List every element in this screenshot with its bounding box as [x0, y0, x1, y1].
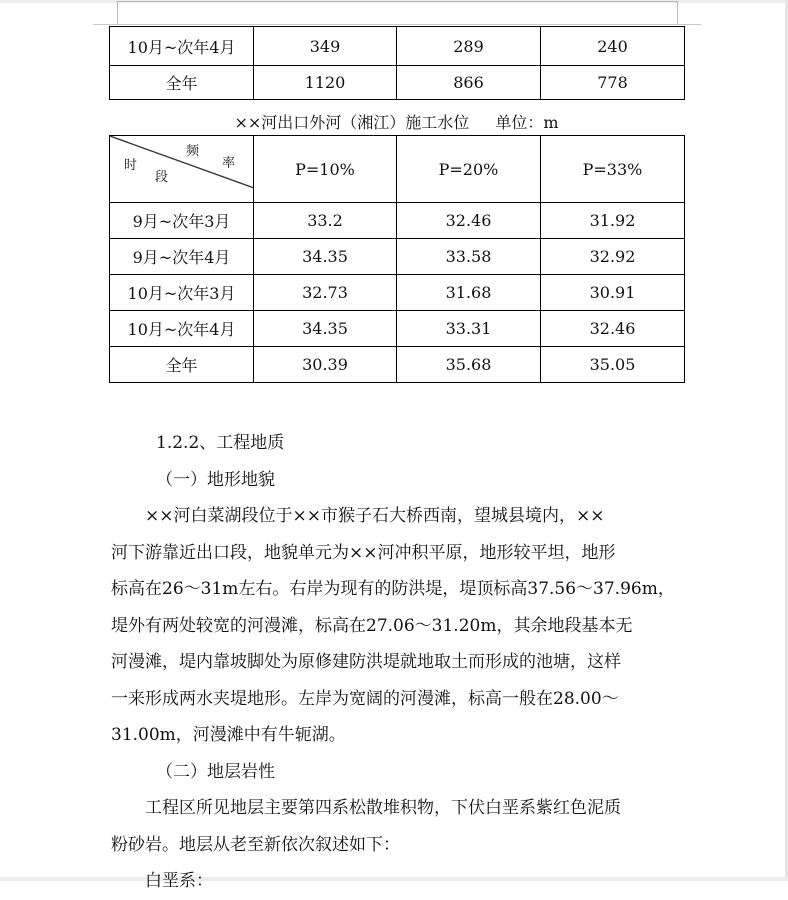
value-cell: 30.91 [541, 275, 685, 311]
table-row [110, 203, 685, 239]
page-header-region[interactable] [117, 1, 678, 25]
discharge-table-tail [109, 26, 685, 100]
table-header-row [110, 136, 685, 203]
period-cell: 全年 [110, 66, 254, 100]
paragraph-line: 31.00m，河漫滩中有牛轭湖。 [111, 725, 346, 745]
value-cell: 289 [397, 27, 541, 66]
header-label-frequency-1: 频 [186, 144, 200, 159]
paragraph-line: 河漫滩，堤内靠坡脚处为原修建防洪堤就地取土而形成的池塘，这样 [111, 652, 621, 672]
table-row [110, 66, 685, 100]
table-row [110, 275, 685, 311]
table-row [110, 27, 685, 66]
paragraph-line: 一来形成两水夹堤地形。左岸为宽阔的河漫滩，标高一般在28.00～ [111, 688, 619, 709]
period-cell: 9月~次年3月 [110, 203, 254, 239]
header-label-period-2: 段 [155, 170, 169, 185]
paragraph-line: 标高在26～31m左右。右岸为现有的防洪堤，堤顶标高37.56～37.96m， [111, 579, 675, 599]
value-cell: 31.92 [541, 203, 685, 239]
header-label-period-1: 时 [124, 158, 138, 173]
value-cell: 33.58 [397, 239, 541, 275]
column-header: P=33% [541, 136, 685, 203]
value-cell: 34.35 [254, 239, 397, 275]
subsection-heading-terrain: （一）地形地貌 [156, 469, 275, 490]
value-cell: 778 [541, 66, 685, 100]
table-row [110, 347, 685, 383]
column-header: P=20% [397, 136, 541, 203]
diagonal-header-cell [110, 136, 254, 203]
value-cell: 1120 [254, 66, 397, 100]
value-cell: 35.68 [397, 347, 541, 383]
water-level-table [109, 135, 685, 383]
paragraph-line: 工程区所见地层主要第四系松散堆积物，下伏白垩系紫红色泥质 [145, 798, 621, 818]
paragraph-line: 河下游靠近出口段，地貌单元为××河冲积平原，地形较平坦，地形 [111, 542, 616, 563]
section-body [111, 425, 686, 900]
paragraph-line: 粉砂岩。地层从老至新依次叙述如下： [111, 834, 400, 855]
value-cell: 32.46 [397, 203, 541, 239]
column-header: P=10% [254, 136, 397, 203]
period-cell: 10月~次年4月 [110, 311, 254, 347]
value-cell: 30.39 [254, 347, 397, 383]
value-cell: 32.92 [541, 239, 685, 275]
value-cell: 34.35 [254, 311, 397, 347]
caption-title: ××河出口外河（湘江）施工水位 [234, 113, 470, 132]
period-cell: 全年 [110, 347, 254, 383]
value-cell: 32.73 [254, 275, 397, 311]
table-row [110, 311, 685, 347]
period-cell: 9月~次年4月 [110, 239, 254, 275]
table-row [110, 239, 685, 275]
page-margin-guide [93, 24, 701, 25]
period-cell: 10月~次年4月 [110, 27, 254, 66]
value-cell: 32.46 [541, 311, 685, 347]
value-cell: 349 [254, 27, 397, 66]
value-cell: 33.31 [397, 311, 541, 347]
subsection-heading-strata: （二）地层岩性 [156, 761, 275, 782]
value-cell: 240 [541, 27, 685, 66]
value-cell: 866 [397, 66, 541, 100]
value-cell: 33.2 [254, 203, 397, 239]
paragraph-line-cutoff: 白垩系： [145, 871, 213, 891]
header-label-frequency-2: 率 [222, 156, 236, 171]
period-cell: 10月~次年3月 [110, 275, 254, 311]
section-heading: 1.2.2、工程地质 [156, 433, 285, 453]
paragraph-line: ××河白菜湖段位于××市猴子石大桥西南，望城县境内，×× [145, 506, 605, 526]
paragraph-line: 堤外有两处较宽的河漫滩，标高在27.06～31.20m，其余地段基本无 [111, 615, 633, 636]
value-cell: 31.68 [397, 275, 541, 311]
table-caption [109, 110, 684, 133]
caption-unit: 单位：m [495, 113, 559, 132]
value-cell: 35.05 [541, 347, 685, 383]
